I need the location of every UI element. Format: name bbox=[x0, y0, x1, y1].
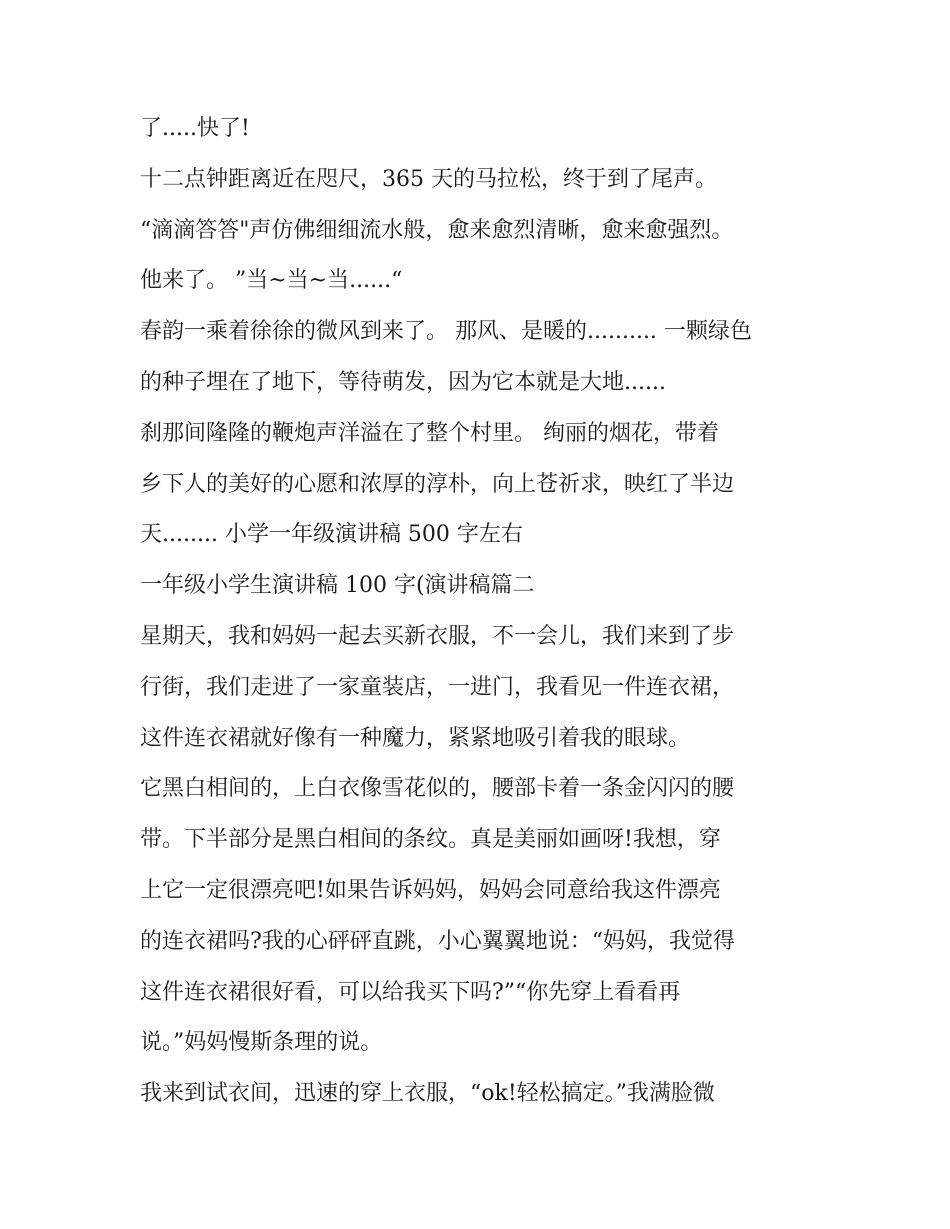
document-body bbox=[140, 104, 830, 1120]
text-line: 春韵一乘着徐徐的微风到来了。 那风、是暖的.......... 一颗绿色 bbox=[140, 319, 752, 345]
text-line: 天........ 小学一年级演讲稿 500 字左右 bbox=[140, 522, 523, 548]
text-line: 的种子埋在了地下，等待萌发，因为它本就是大地...... bbox=[140, 369, 666, 395]
section-heading: 一年级小学生演讲稿 100 字(演讲稿篇二 bbox=[140, 573, 535, 599]
text-line: 十二点钟距离近在咫尺，365 天的马拉松，终于到了尾声。 bbox=[140, 166, 717, 192]
text-line: 它黑白相间的，上白衣像雪花似的，腰部卡着一条金闪闪的腰 bbox=[140, 776, 735, 802]
text-line: 行街，我们走进了一家童装店，一进门，我看见一件连衣裙， bbox=[140, 674, 735, 700]
text-line: 说。”妈妈慢斯条理的说。 bbox=[140, 1030, 383, 1056]
text-line: 他来了。 ”当~当~当......“ bbox=[140, 268, 403, 294]
text-line: 上它一定很漂亮吧!如果告诉妈妈，妈妈会同意给我这件漂亮 bbox=[140, 877, 721, 903]
text-line: 星期天，我和妈妈一起去买新衣服，不一会儿，我们来到了步 bbox=[140, 623, 735, 649]
text-line: “滴滴答答"声仿佛细细流水般，愈来愈烈清晰，愈来愈强烈。 bbox=[140, 217, 734, 243]
text-line: 这件连衣裙很好看，可以给我买下吗?”“你先穿上看看再 bbox=[140, 979, 681, 1005]
text-line: 这件连衣裙就好像有一种魔力，紧紧地吸引着我的眼球。 bbox=[140, 725, 691, 751]
text-line: 我来到试衣间，迅速的穿上衣服，“ok!轻松搞定。”我满脸微 bbox=[140, 1081, 715, 1107]
text-line: 刹那间隆隆的鞭炮声洋溢在了整个村里。 绚丽的烟花，带着 bbox=[140, 420, 719, 446]
text-line: 带。下半部分是黑白相间的条纹。真是美丽如画呀!我想，穿 bbox=[140, 827, 721, 853]
text-line: 了.....快了! bbox=[140, 116, 250, 141]
text-line: 的连衣裙吗?我的心砰砰直跳，小心翼翼地说：“妈妈，我觉得 bbox=[140, 928, 736, 954]
text-line: 乡下人的美好的心愿和浓厚的淳朴，向上苍祈求，映红了半边 bbox=[140, 471, 735, 497]
